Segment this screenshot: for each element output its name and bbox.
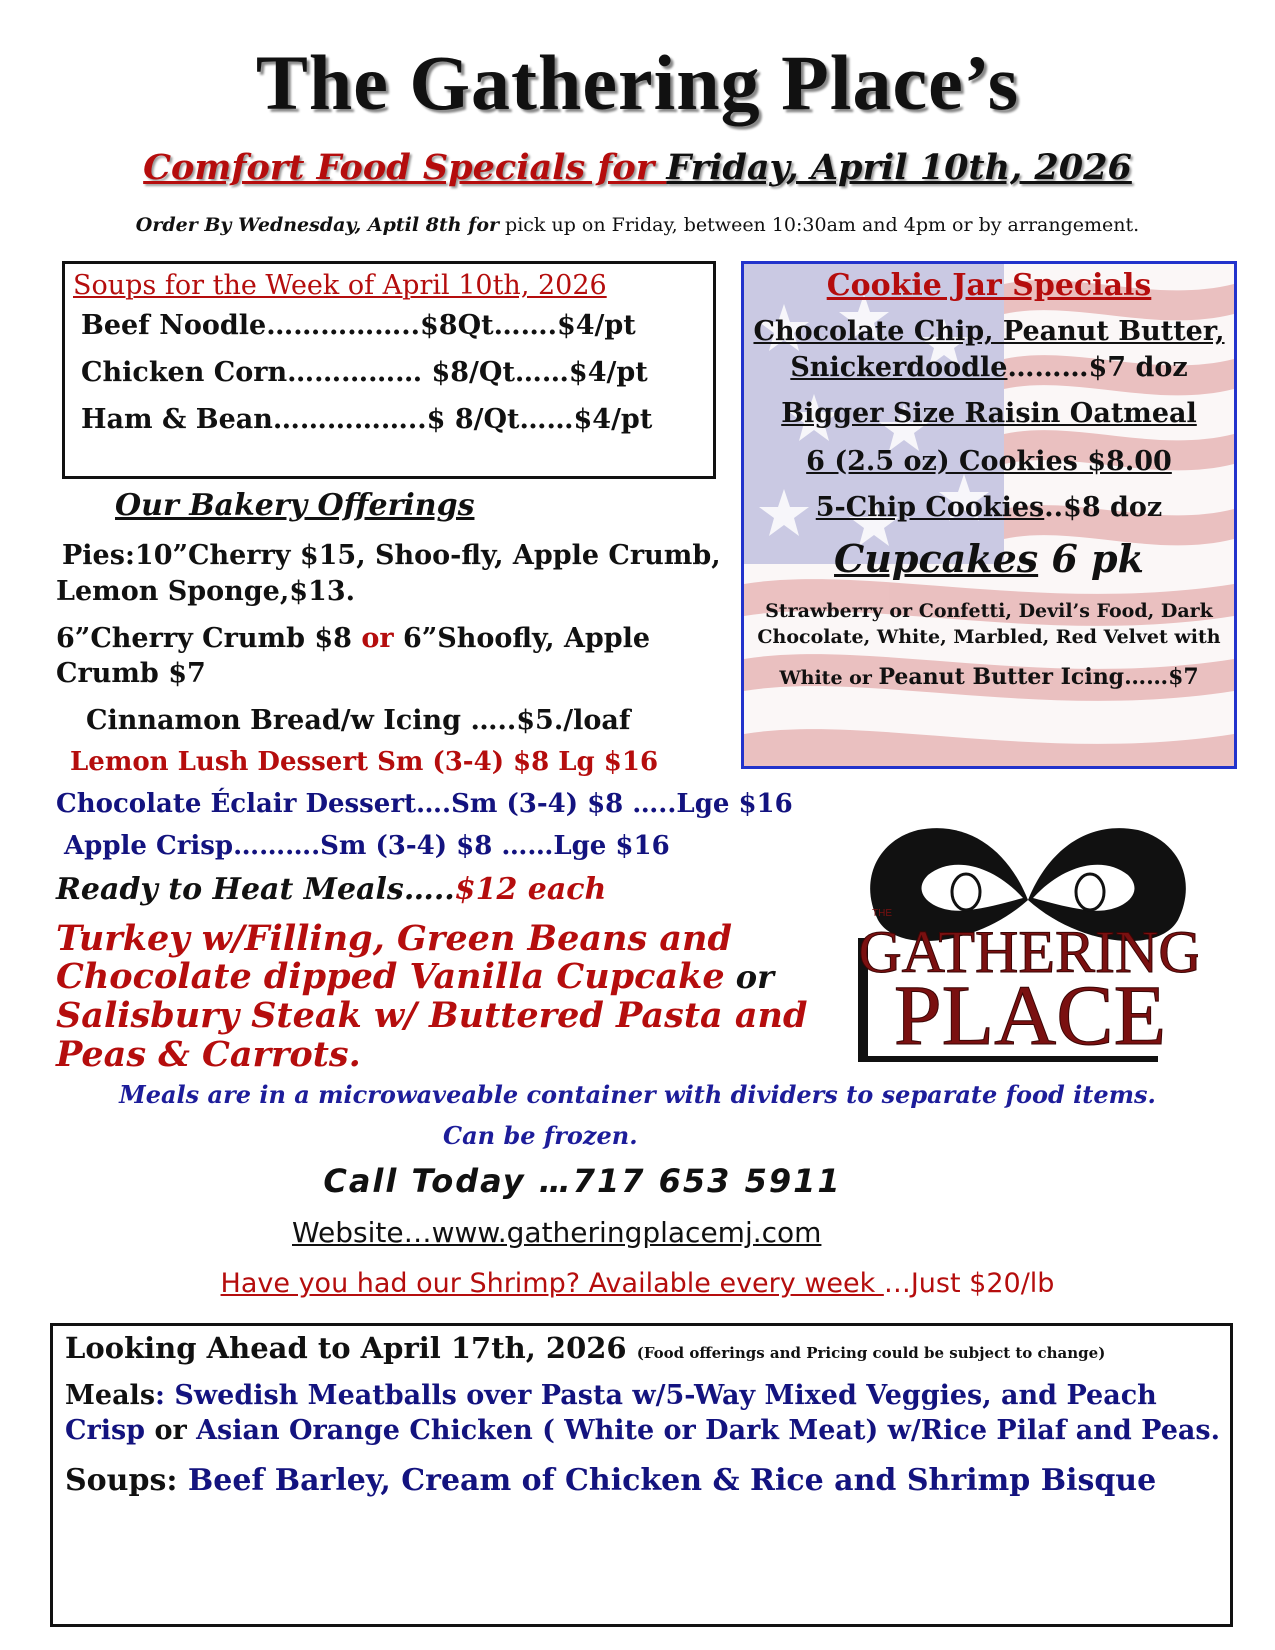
meals-heading-label: Ready to Heat Meals….. [56, 872, 455, 907]
bakery-item: Chocolate Éclair Dessert….Sm (3-4) $8 …..Lge $16 [56, 789, 793, 819]
cookie-line [744, 352, 1234, 383]
ahead-meals-text: : Swedish Meatballs over Pasta w/5-Way Mixed Veggies, and Peach [155, 1380, 1157, 1411]
ahead-meals-line [65, 1380, 1157, 1411]
cookie-line: 6 (2.5 oz) Cookies $8.00 [806, 446, 1172, 477]
cupcake-flavors: Strawberry or Confetti, Devil’s Food, Dark [765, 600, 1213, 622]
bakery-item: Lemon Lush Dessert Sm (3-4) $8 Lg $16 [70, 747, 659, 777]
bakery-item: Lemon Sponge,$13. [56, 576, 356, 607]
bakery-item [56, 623, 650, 654]
ahead-soups-text: Beef Barley, Cream of Chicken & Rice and Shrimp Bisque [187, 1463, 1157, 1498]
page-title: The Gathering Place’s [255, 39, 1020, 126]
cookie-heading: Cookie Jar Specials [826, 268, 1152, 303]
ahead-meals-line [65, 1415, 1220, 1446]
or-connector: or [361, 623, 394, 654]
gathering-place-logo [858, 820, 1198, 1066]
ahead-soups-line [65, 1463, 1156, 1498]
soup-item: Beef Noodle……………..$8Qt…….$4/pt [81, 310, 636, 341]
meals-price: $12 each [454, 872, 607, 907]
cookie-line [744, 492, 1234, 523]
specials-subtitle [0, 147, 1275, 188]
meal-option-text: Chocolate dipped Vanilla Cupcake [56, 956, 725, 997]
meal-option [56, 956, 774, 997]
order-pickup-text: pick up on Friday, between 10:30am and 4pm or by arrangement. [499, 214, 1140, 236]
bakery-item-text: 6”Cherry Crumb $8 [56, 623, 362, 654]
order-deadline-label: Order By Wednesday, Aptil 8th for [135, 214, 500, 236]
soup-item: Ham & Bean……………..$ 8/Qt……$4/pt [81, 404, 653, 435]
geese-heart-icon [858, 820, 1198, 1066]
cookie-price: ………$7 doz [1007, 352, 1188, 383]
bakery-heading: Our Bakery Offerings [115, 488, 475, 523]
meals-label: Meals [65, 1380, 156, 1411]
cupcake-flavors [744, 664, 1234, 690]
cookie-name: Snickerdoodle [790, 352, 1008, 383]
icing-choice: White or [779, 667, 879, 689]
looking-ahead-heading [65, 1331, 1105, 1365]
cookie-line: Chocolate Chip, Peanut Butter, [753, 316, 1225, 347]
cupcake-flavors: Chocolate, White, Marbled, Red Velvet with [757, 626, 1221, 648]
shrimp-price: …Just $20/lb [883, 1268, 1055, 1299]
cookie-jar-box [741, 261, 1237, 769]
subtitle-label: Comfort Food Specials for [143, 147, 667, 188]
bakery-item: Crumb $7 [56, 658, 206, 689]
soups-box [62, 261, 716, 479]
bakery-item: Pies:10”Cherry $15, Shoo-fly, Apple Crumb, [62, 540, 721, 571]
soup-item: Chicken Corn…………… $8/Qt……$4/pt [81, 357, 648, 388]
subtitle-date: Friday, April 10th, 2026 [666, 147, 1132, 188]
looking-ahead-date: Looking Ahead to April 17th, 2026 [65, 1331, 627, 1365]
cookie-price: ..$8 doz [1044, 492, 1163, 523]
bakery-item: Cinnamon Bread/w Icing …..$5./loaf [86, 705, 631, 736]
ahead-meals-text: Asian Orange Chicken ( White or Dark Meat) w/Rice Pilaf and Peas. [196, 1415, 1221, 1446]
meals-note: Can be frozen. [443, 1121, 638, 1150]
cupcakes-heading [744, 536, 1234, 581]
cookie-line: Bigger Size Raisin Oatmeal [781, 398, 1197, 429]
looking-ahead-box [50, 1323, 1233, 1627]
soups-label: Soups: [65, 1463, 188, 1498]
cookie-name: 5-Chip Cookies [815, 492, 1045, 523]
logo-line1: GATHERING [858, 919, 1198, 985]
cupcakes-pack: 6 pk [1038, 536, 1144, 581]
soups-heading: Soups for the Week of April 10th, 2026 [73, 270, 607, 301]
meals-note: Meals are in a microwaveable container with dividers to separate food items. [119, 1080, 1156, 1109]
order-deadline [0, 214, 1275, 236]
logo-small-text: THE [872, 908, 892, 919]
or-connector: or [724, 958, 774, 996]
meal-option: Peas & Carrots. [56, 1034, 361, 1075]
shrimp-promo [0, 1268, 1275, 1299]
logo-line2: PLACE [893, 967, 1167, 1063]
website-link[interactable]: Website…www.gatheringplacemj.com [292, 1216, 822, 1249]
meal-option: Turkey w/Filling, Green Beans and [56, 918, 732, 959]
shrimp-promo-text: Have you had our Shrimp? Available every week [220, 1268, 884, 1299]
meals-heading [56, 872, 606, 907]
icing-price: Peanut Butter Icing……$7 [878, 664, 1199, 690]
pricing-disclaimer: (Food offerings and Pricing could be subject to change) [636, 1344, 1106, 1362]
cupcakes-label: Cupcakes [834, 536, 1039, 581]
ahead-meals-text: Crisp [65, 1415, 146, 1446]
call-today: Call Today …717 653 5911 [323, 1162, 842, 1200]
bakery-item-text: 6”Shoofly, Apple [393, 623, 651, 654]
bakery-item: Apple Crisp……….Sm (3-4) $8 ……Lge $16 [64, 831, 670, 861]
or-connector: or [145, 1415, 197, 1446]
meal-option: Salisbury Steak w/ Buttered Pasta and [56, 995, 808, 1036]
